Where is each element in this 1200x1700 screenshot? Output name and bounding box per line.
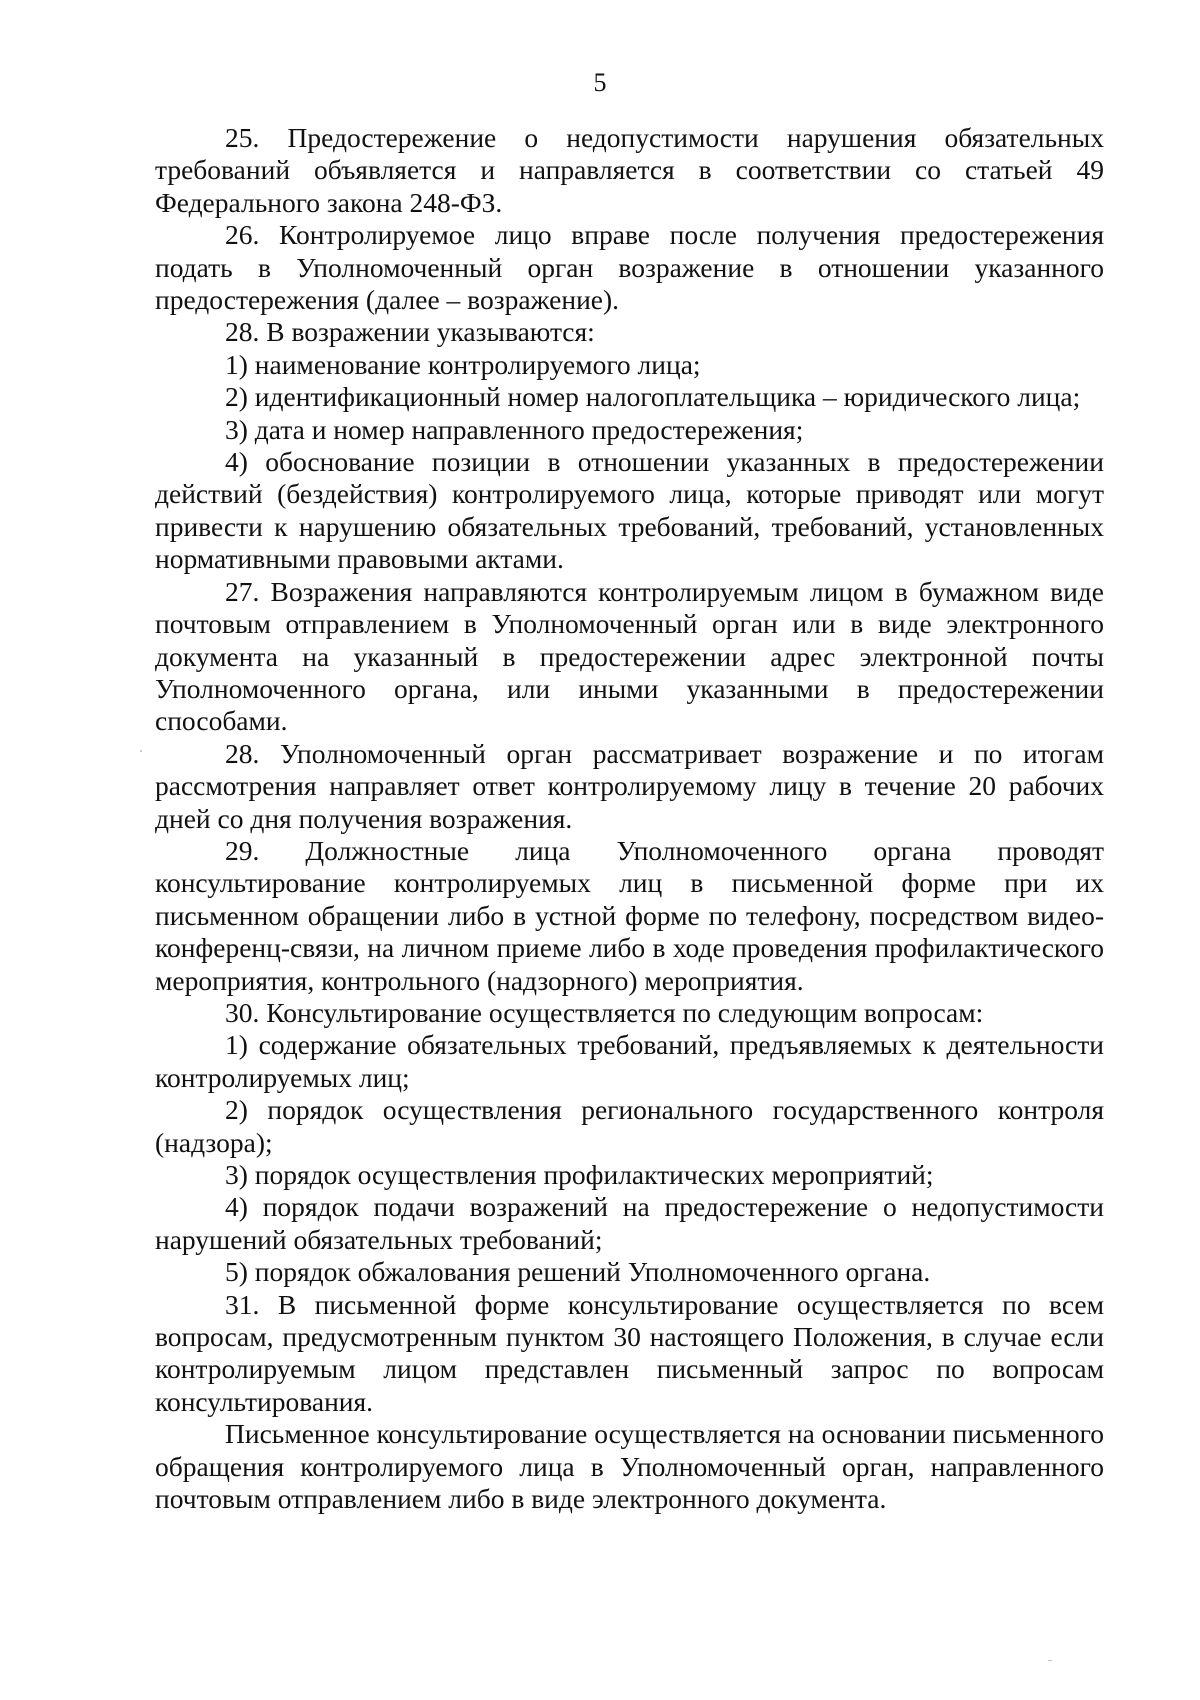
scan-speck: [1048, 1660, 1052, 1661]
paragraph-29: 29. Должностные лица Уполномоченного органа проводят консультирование контролируемых лиц в письменной форме при их письменном обращении либо в устной форме по телефону, посредством видео-конференц-связи, на личном приеме либо в ходе проведения профилактического мероприятия, контрольного (надзорного) мероприятия.: [155, 834, 1104, 996]
list-item-consult-2: 2) порядок осуществления регионального государственного контроля (надзора);: [155, 1094, 1104, 1158]
list-item-objection-1: 1) наименование контролируемого лица;: [225, 348, 701, 380]
list-item-objection-4: 4) обоснование позиции в отношении указанных в предостережении действий (бездействия) контролируемого лица, которые приводят или могут привести к нарушению обязательных требований, требований, установленных нормативными правовыми актами.: [155, 446, 1104, 575]
scan-speck: [140, 750, 142, 752]
list-item-objection-2: 2) идентификационный номер налогоплательщика – юридического лица;: [225, 381, 1081, 413]
list-item-consult-5: 5) порядок обжалования решений Уполномоченного органа.: [225, 1256, 931, 1288]
paragraph-30-heading: 30. Консультирование осуществляется по следующим вопросам:: [225, 996, 984, 1028]
list-item-consult-4: 4) порядок подачи возражений на предостережение о недопустимости нарушений обязательных требований;: [155, 1191, 1104, 1255]
page-number: 5: [593, 68, 607, 97]
paragraph-26: 26. Контролируемое лицо вправе после получения предостережения подать в Уполномоченный орган возражение в отношении указанного предостережения (далее – возражение).: [155, 219, 1104, 316]
list-item-consult-3: 3) порядок осуществления профилактических мероприятий;: [225, 1159, 934, 1190]
list-item-consult-1: 1) содержание обязательных требований, предъявляемых к деятельности контролируемых лиц;: [155, 1029, 1104, 1093]
paragraph-27: 27. Возражения направляются контролируемым лицом в бумажном виде почтовым отправлением в Уполномоченный орган или в виде электронного документа на указанный в предостережении адрес электронной почты Уполномоченного органа, или иными указанными в предостережении способами.: [155, 575, 1104, 737]
document-body: [155, 122, 1104, 1515]
paragraph-25: 25. Предостережение о недопустимости нарушения обязательных требований объявляется и направляется в соответствии со статьей 49 Федерального закона 248-ФЗ.: [155, 122, 1104, 218]
list-item-objection-3: 3) дата и номер направленного предостережения;: [225, 413, 804, 445]
paragraph-31: 31. В письменной форме консультирование осуществляется по всем вопросам, предусмотренным пунктом 30 настоящего Положения, в случае если контролируемым лицом представлен письменный запрос по вопросам консультирования.: [155, 1288, 1104, 1417]
paragraph-written-consultation: Письменное консультирование осуществляется на основании письменного обращения контролируемого лица в Уполномоченный орган, направленного почтовым отправлением либо в виде электронного документа.: [155, 1418, 1104, 1515]
paragraph-28-heading: 28. В возражении указываются:: [225, 316, 595, 348]
paragraph-28: 28. Уполномоченный орган рассматривает возражение и по итогам рассмотрения направляет ответ контролируемому лицу в течение 20 рабочих дней со дня получения возражения.: [155, 737, 1104, 834]
